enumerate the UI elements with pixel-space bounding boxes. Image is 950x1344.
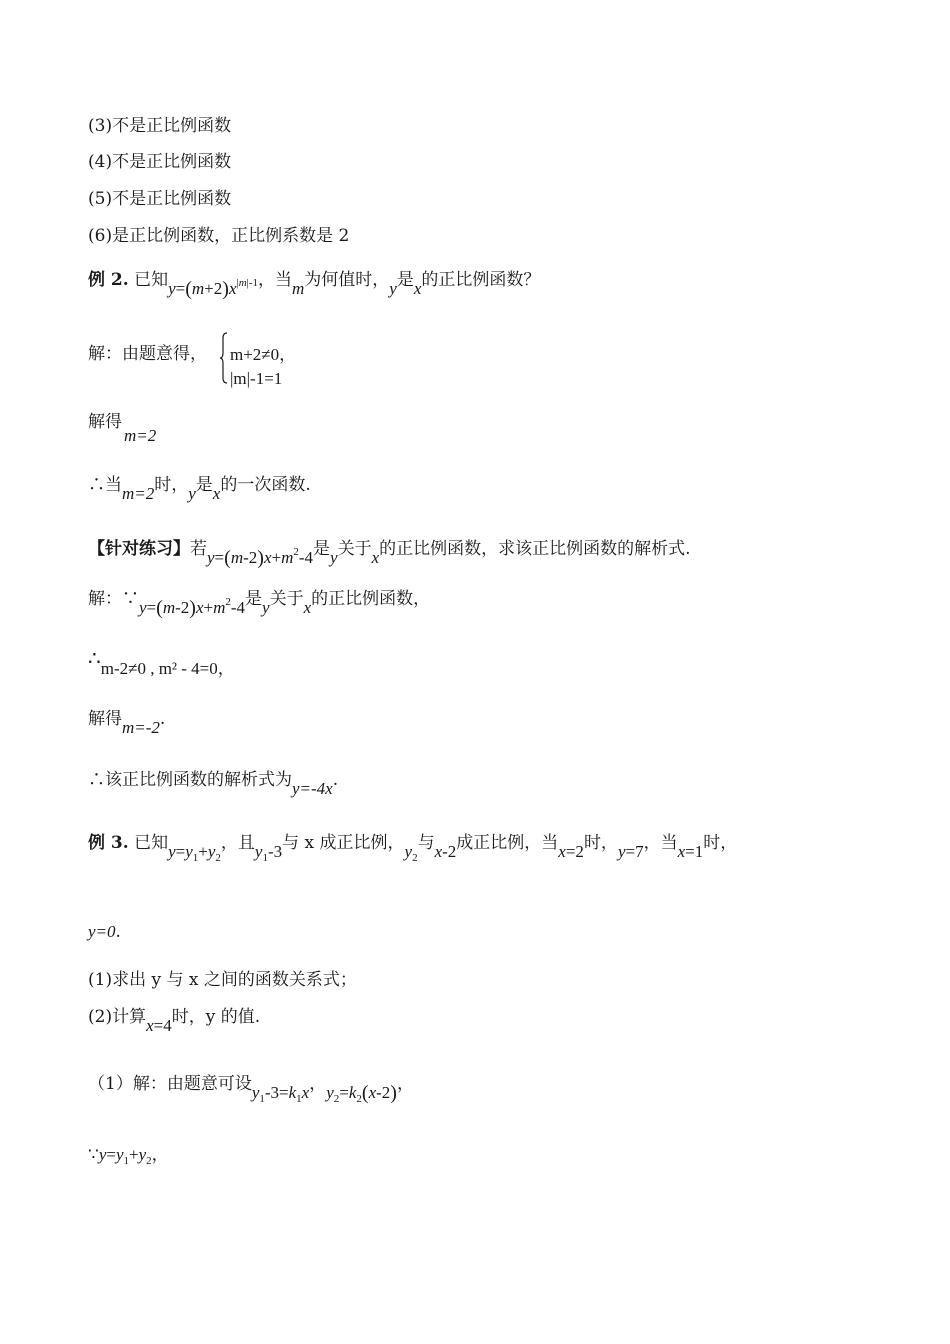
example-label: 例 2. xyxy=(88,270,129,290)
text: 是 xyxy=(313,539,331,559)
example-2-heading xyxy=(88,269,541,300)
formula: $y=(m-2)x+m^2-4$ xyxy=(139,596,246,619)
text: ，当 xyxy=(258,270,293,290)
formula: y=0 xyxy=(88,922,116,941)
line-5: (5)不是正比例函数 xyxy=(88,189,232,209)
formula: $y_1-3$ xyxy=(254,842,283,864)
var-y: y xyxy=(262,598,270,617)
text: 为何值时， xyxy=(304,270,390,290)
text: 的正比例函数，求该正比例函数的解析式. xyxy=(379,539,691,559)
practice-solution-1 xyxy=(88,588,431,619)
text: 与 xyxy=(417,833,435,853)
therefore-icon: ∴ xyxy=(88,646,101,670)
text: . xyxy=(159,709,166,729)
formula: y=-4x xyxy=(292,779,333,798)
text: ， xyxy=(151,1145,169,1165)
text: 的正比例函数， xyxy=(311,589,431,609)
text: (2)计算 xyxy=(88,1007,147,1027)
var-x: x xyxy=(371,548,380,567)
text: 时， xyxy=(583,833,618,853)
formula: x=4 xyxy=(146,1016,172,1035)
question-2 xyxy=(88,1007,261,1035)
example-3-heading xyxy=(88,833,738,864)
var-x: x xyxy=(303,598,312,617)
text: 时，y 的值. xyxy=(171,1007,261,1027)
ex2-solution-prefix: 解：由题意得， xyxy=(88,344,207,364)
text: ， xyxy=(396,1074,414,1094)
text: 解得 xyxy=(88,709,122,729)
var-x: x xyxy=(212,484,221,503)
question-1: (1)求出 y 与 x 之间的函数关系式； xyxy=(88,970,357,990)
text: （1）解：由题意可设 xyxy=(88,1074,252,1094)
formula: $y=(m-2)x+m^2-4$ xyxy=(207,546,314,569)
ex3-solution-2 xyxy=(88,1145,169,1167)
formula: $y=(m+2)x^{|m|-1}$ xyxy=(168,277,259,300)
practice-jiede xyxy=(88,709,166,737)
ex3-y0 xyxy=(88,923,121,941)
text: 的正比例函数？ xyxy=(421,270,541,290)
var-x: x xyxy=(413,279,422,298)
formula: $y=y_1+y_2$ xyxy=(98,1145,152,1167)
practice-conclusion xyxy=(88,770,339,798)
system-row-2: |m|-1=1 xyxy=(230,369,283,388)
text: 时， xyxy=(154,475,189,495)
formula: m=2 xyxy=(122,484,155,503)
ex2-jiede: 解得 xyxy=(88,412,122,432)
practice-condition xyxy=(88,646,235,679)
system-row-1: m+2≠0， xyxy=(230,345,297,364)
text: 与 x 成正比例， xyxy=(282,833,405,853)
var-y: y xyxy=(330,548,338,567)
formula: $y_2=k_2(x-2)$ xyxy=(326,1082,397,1105)
text: ，且 xyxy=(220,833,255,853)
formula: m=-2 xyxy=(122,718,160,737)
line-3: (3)不是正比例函数 xyxy=(88,116,232,136)
text: . xyxy=(115,922,121,942)
because-icon: ∵ xyxy=(88,1145,99,1165)
formula: $y_1-3=k_1x$ xyxy=(251,1083,310,1105)
formula: x=1 xyxy=(677,842,704,861)
text: ∴当 xyxy=(88,475,122,495)
text: 若 xyxy=(190,539,207,559)
formula: x=2 xyxy=(558,842,584,861)
text: ∴该正比例函数的解析式为 xyxy=(88,770,292,790)
text: . xyxy=(332,770,339,790)
formula: m-2≠0 , m² - 4=0 xyxy=(100,659,218,678)
text: 成正比例，当 xyxy=(456,833,559,853)
line-4: (4)不是正比例函数 xyxy=(88,152,232,172)
text: ， xyxy=(217,659,235,679)
text: 是 xyxy=(245,589,263,609)
formula: $y=y_1+y_2$ xyxy=(168,842,221,864)
ex3-solution-1 xyxy=(88,1073,414,1105)
line-6: (6)是正比例函数，正比例系数是 2 xyxy=(88,226,350,246)
practice-heading xyxy=(88,538,691,569)
var-y: y xyxy=(188,484,196,503)
example-label: 例 3. xyxy=(88,833,129,853)
var-y: y xyxy=(389,279,397,298)
text: 的一次函数. xyxy=(220,475,311,495)
practice-label: 【针对练习】 xyxy=(88,539,190,559)
brace-icon xyxy=(220,332,228,384)
formula: $y_2$ xyxy=(404,842,418,864)
text: ， xyxy=(309,1074,327,1094)
text: 是 xyxy=(396,270,414,290)
var-m: m xyxy=(292,279,305,298)
text: 是 xyxy=(195,475,213,495)
text: 关于 xyxy=(269,589,304,609)
text: 已知 xyxy=(128,270,169,290)
ex2-result: m=2 xyxy=(124,426,157,445)
text: 关于 xyxy=(337,539,372,559)
formula: x-2 xyxy=(434,842,457,861)
ex2-conclusion xyxy=(88,475,311,503)
text: ，当 xyxy=(643,833,678,853)
formula: y=7 xyxy=(617,842,644,861)
text: 已知 xyxy=(128,833,169,853)
text: 解：∵ xyxy=(88,589,139,609)
equation-system xyxy=(220,330,340,386)
text: 时， xyxy=(703,833,738,853)
